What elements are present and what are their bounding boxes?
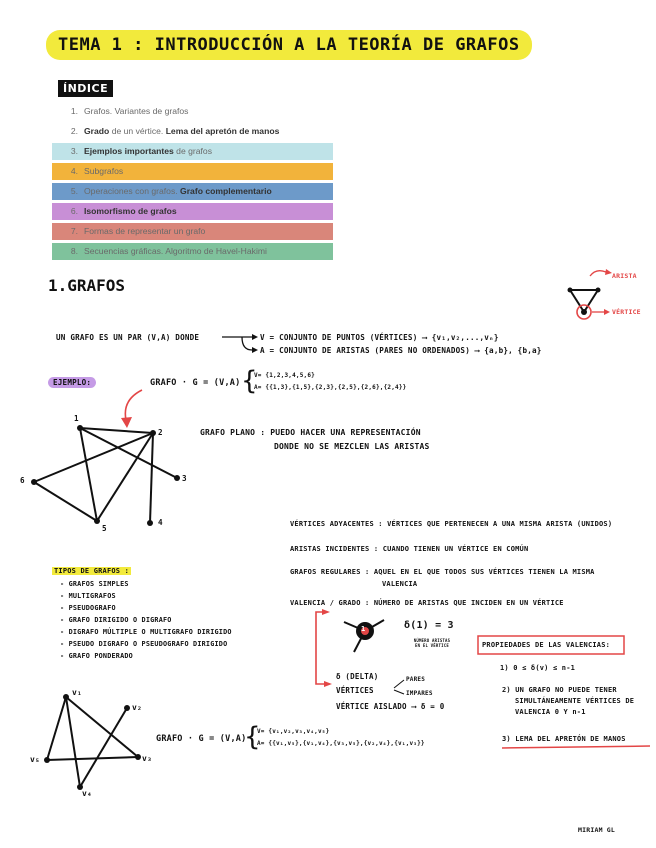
example-a: A= {{1,3},{1,5},{2,3},{2,5},{2,6},{2,4}} <box>254 384 407 391</box>
arista-label: ARISTA <box>612 272 637 280</box>
def-regulares-1: GRAFOS REGULARES : AQUEL EN EL QUE TODOS SUS VÉRTICES TIENEN LA MISMA <box>290 568 595 576</box>
def-valencia: VALENCIA / GRADO : NÚMERO DE ARISTAS QUE INCIDEN EN UN VÉRTICE <box>290 599 564 607</box>
def-incidentes: ARISTAS INCIDENTES : CUANDO TIENEN UN VÉRTICE EN COMÚN <box>290 545 529 553</box>
pares-label: PARES <box>406 676 426 683</box>
g1-node-label: 2 <box>158 428 163 437</box>
g2-node-label: v₁ <box>72 688 83 697</box>
index-item: 3. Ejemplos importantes de grafos <box>52 143 333 160</box>
example-graph-1 <box>31 425 180 526</box>
index-item: 5. Operaciones con grafos. Grafo complementario <box>52 183 333 200</box>
g1-node-label: 1 <box>74 414 79 423</box>
delta-equation: δ(1) = 3 <box>404 620 454 631</box>
index-item: 4. Subgrafos <box>52 163 333 180</box>
tipo-item: - PSEUDO DIGRAFO O PSEUDOGRAFO DIRIGIDO <box>60 640 228 648</box>
index-item: 7. Formas de representar un grafo <box>52 223 333 240</box>
delta-node-label: 1 <box>361 625 366 633</box>
index-item: 8. Secuencias gráficas. Algoritmo de Havel-Hakimi <box>52 243 333 260</box>
lema-underline <box>502 746 650 748</box>
definition-v: V = CONJUNTO DE PUNTOS (VÉRTICES) ⟶ {v₁,v₂,...,vₙ} <box>260 333 499 342</box>
tipo-item: - GRAFO DIRIGIDO O DIGRAFO <box>60 616 172 624</box>
g1-node-label: 6 <box>20 476 25 485</box>
example-arrow <box>121 390 142 428</box>
index-item: 2. Grado de un vértice. Lema del apretón de manos <box>52 123 333 140</box>
section-heading: 1.GRAFOS <box>48 276 126 295</box>
example-graph-2 <box>44 694 141 790</box>
tipo-item: - GRAFO PONDERADO <box>60 652 133 660</box>
g1-node-label: 4 <box>158 518 163 527</box>
property-2c: VALENCIA 0 Y n-1 <box>515 708 586 716</box>
g2-node-label: v₃ <box>142 754 153 763</box>
degree-illustration <box>316 609 404 694</box>
tipo-item: - PSEUDOGRAFO <box>60 604 116 612</box>
property-2a: 2) UN GRAFO NO PUEDE TENER <box>502 686 617 694</box>
definition-a: A = CONJUNTO DE ARISTAS (PARES NO ORDENADOS) ⟶ {a,b}, {b,a} <box>260 346 542 355</box>
g1-node-label: 3 <box>182 474 187 483</box>
properties-heading: PROPIEDADES DE LAS VALENCIAS: <box>482 641 611 649</box>
tipo-item: - DIGRAFO MÚLTIPLE O MULTIGRAFO DIRIGIDO <box>60 628 232 636</box>
def-regulares-2: VALENCIA <box>382 580 418 588</box>
example-grafo: GRAFO · G = (V,A) <box>150 378 241 388</box>
definition-intro: UN GRAFO ES UN PAR (V,A) DONDE <box>56 333 200 342</box>
vertices-label: VÉRTICES <box>336 686 374 695</box>
property-2b: SIMULTÁNEAMENTE VÉRTICES DE <box>515 697 635 705</box>
aislado-label: VÉRTICE AISLADO ⟶ δ = 0 <box>336 702 445 711</box>
example2-brace: { <box>244 722 261 752</box>
g1-node-label: 5 <box>102 524 107 533</box>
index-heading: ÍNDICE <box>58 80 113 97</box>
grafo-plano-line2: DONDE NO SE MEZCLEN LAS ARISTAS <box>274 442 430 451</box>
property-1: 1) 0 ≤ δ(v) ≤ n-1 <box>500 664 576 672</box>
index-item: 6. Isomorfismo de grafos <box>52 203 333 220</box>
tipo-item: - MULTIGRAFOS <box>60 592 116 600</box>
example-label: EJEMPLO: <box>48 378 96 387</box>
vertice-label: VÉRTICE <box>612 308 641 316</box>
g2-node-label: v₄ <box>82 789 93 798</box>
delta-note: NÚMERO ARISTAS EN EL VÉRTICE <box>413 638 451 648</box>
index-item: 1. Grafos. Variantes de grafos <box>52 103 333 120</box>
example2-a: A= {{v₁,v₅},{v₁,v₄},{v₃,v₅},{v₂,v₄},{v₁,v₃}} <box>257 740 425 747</box>
example-brace: { <box>241 366 258 396</box>
definition-arrows <box>222 334 258 353</box>
author-signature: MIRIAM GL <box>578 826 616 834</box>
g2-node-label: v₅ <box>30 755 41 764</box>
example2-v: V= {v₁,v₂,v₃,v₄,v₅} <box>257 728 330 735</box>
grafo-plano-line1: GRAFO PLANO : PUEDO HACER UNA REPRESENTACIÓN <box>200 428 421 437</box>
tipos-heading: TIPOS DE GRAFOS : <box>54 567 130 575</box>
g2-node-label: v₂ <box>132 703 143 712</box>
delta-label: δ (DELTA) <box>336 672 379 681</box>
impares-label: IMPARES <box>406 690 433 697</box>
tipo-item: - GRAFOS SIMPLES <box>60 580 129 588</box>
example-v: V= {1,2,3,4,5,6} <box>254 372 315 379</box>
def-adyacentes: VÉRTICES ADYACENTES : VÉRTICES QUE PERTENECEN A UNA MISMA ARISTA (UNIDOS) <box>290 520 613 528</box>
property-3: 3) LEMA DEL APRETÓN DE MANOS <box>502 735 626 743</box>
example2-grafo: GRAFO · G = (V,A) <box>156 734 247 744</box>
arista-vertice-sketch <box>568 269 613 319</box>
page-title: TEMA 1 : INTRODUCCIÓN A LA TEORÍA DE GRAFOS <box>46 30 532 60</box>
